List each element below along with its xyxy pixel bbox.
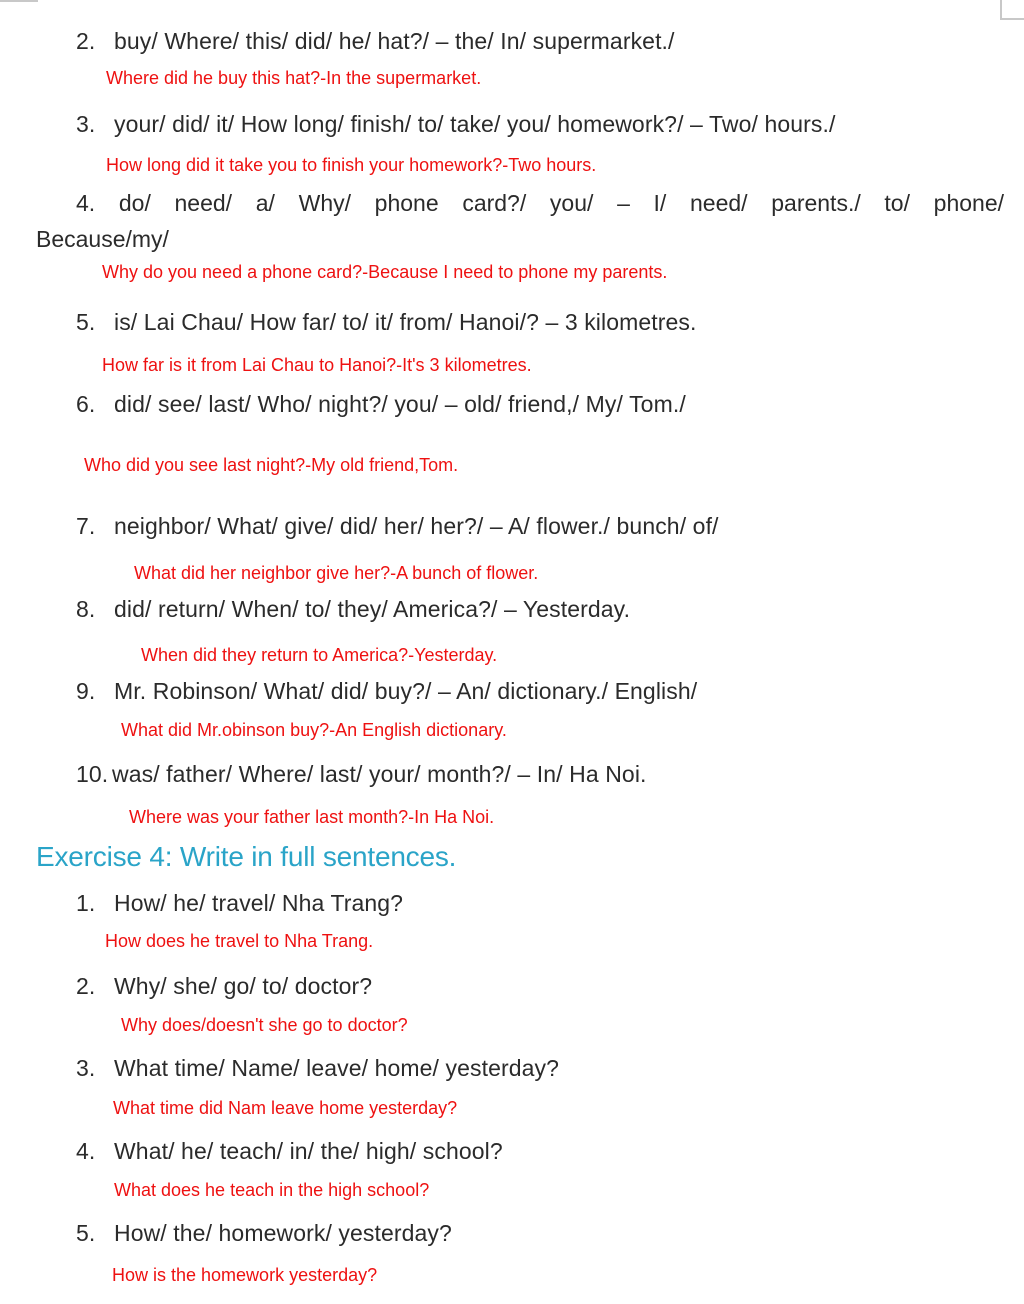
ex4-item-2-answer: Why does/doesn't she go to doctor? bbox=[121, 1015, 408, 1035]
ex3-item-9-prompt: 9. Mr. Robinson/ What/ did/ buy?/ – An/ dictionary./ English/ bbox=[76, 678, 698, 704]
ex3-item-9-answer: What did Mr.obinson buy?-An English dictionary. bbox=[121, 720, 507, 740]
ex4-item-4-answer: What does he teach in the high school? bbox=[114, 1180, 430, 1200]
page-corner-mark-left bbox=[0, 0, 38, 2]
ex3-item-4-word: need/ bbox=[690, 190, 748, 216]
page-corner-mark-right bbox=[1000, 0, 1024, 20]
ex3-item-7-prompt: 7. neighbor/ What/ give/ did/ her/ her?/ – A/ flower./ bunch/ of/ bbox=[76, 513, 719, 539]
ex3-item-4-word: Why/ bbox=[298, 190, 351, 216]
ex4-item-2-prompt: 2. Why/ she/ go/ to/ doctor? bbox=[76, 973, 373, 999]
ex4-item-1-answer: How does he travel to Nha Trang. bbox=[105, 931, 374, 951]
ex3-item-7-answer: What did her neighbor give her?-A bunch of flower. bbox=[134, 563, 539, 583]
ex4-item-1-prompt: 1. How/ he/ travel/ Nha Trang? bbox=[76, 890, 404, 916]
ex3-item-3-prompt: 3. your/ did/ it/ How long/ finish/ to/ take/ you/ homework?/ – Two/ hours./ bbox=[76, 111, 836, 137]
ex4-item-5-prompt: 5. How/ the/ homework/ yesterday? bbox=[76, 1220, 452, 1246]
exercise-4-heading: Exercise 4: Write in full sentences. bbox=[36, 841, 457, 872]
ex3-item-2-answer: Where did he buy this hat?-In the supermarket. bbox=[106, 68, 482, 88]
ex4-item-3-prompt: 3. What time/ Name/ leave/ home/ yesterday? bbox=[76, 1055, 560, 1081]
ex3-item-4-prompt-line1: 4. do/ need/ a/ Why/ phone card?/ you/ – I/ need/ parents./ to/ phone/ bbox=[76, 190, 1005, 216]
ex3-item-4-word: need/ bbox=[174, 190, 233, 216]
ex3-item-4-word: – bbox=[617, 190, 630, 216]
ex4-item-3-answer: What time did Nam leave home yesterday? bbox=[113, 1098, 458, 1118]
ex3-item-6-answer: Who did you see last night?-My old friend,Tom. bbox=[84, 455, 459, 475]
ex3-item-4-word: card?/ bbox=[462, 190, 527, 216]
ex3-item-3-answer: How long did it take you to finish your homework?-Two hours. bbox=[106, 155, 597, 175]
ex3-item-4-word: I/ bbox=[653, 190, 667, 216]
ex3-item-4-prompt-line2: Because/my/ bbox=[36, 226, 169, 252]
ex3-item-4-word: a/ bbox=[255, 190, 275, 216]
ex3-item-4-word: you/ bbox=[549, 190, 594, 216]
ex3-item-8-answer: When did they return to America?-Yesterday. bbox=[141, 645, 498, 665]
ex4-item-4-prompt: 4. What/ he/ teach/ in/ the/ high/ school? bbox=[76, 1138, 503, 1164]
ex4-item-5-answer: How is the homework yesterday? bbox=[112, 1265, 378, 1285]
ex3-item-4-word: phone bbox=[374, 190, 439, 216]
ex3-item-2-prompt: 2. buy/ Where/ this/ did/ he/ hat?/ – the/ In/ supermarket./ bbox=[76, 28, 675, 54]
ex3-item-4-word: to/ bbox=[884, 190, 910, 216]
ex3-item-8-prompt: 8. did/ return/ When/ to/ they/ America?/ – Yesterday. bbox=[76, 596, 631, 622]
ex3-item-4-word: do/ bbox=[118, 190, 151, 216]
ex3-item-6-prompt: 6. did/ see/ last/ Who/ night?/ you/ – old/ friend,/ My/ Tom./ bbox=[76, 391, 686, 417]
ex3-item-10-answer: Where was your father last month?-In Ha Noi. bbox=[129, 807, 495, 827]
ex3-item-10-prompt: 10. was/ father/ Where/ last/ your/ month?/ – In/ Ha Noi. bbox=[76, 761, 647, 787]
ex3-item-4-answer: Why do you need a phone card?-Because I need to phone my parents. bbox=[102, 262, 668, 282]
ex3-item-5-prompt: 5. is/ Lai Chau/ How far/ to/ it/ from/ Hanoi/? – 3 kilometres. bbox=[76, 309, 697, 335]
ex3-item-4-word: parents./ bbox=[771, 190, 861, 216]
ex3-item-5-answer: How far is it from Lai Chau to Hanoi?-It's 3 kilometres. bbox=[102, 355, 532, 375]
ex3-item-4-word: phone/ bbox=[933, 190, 1005, 216]
